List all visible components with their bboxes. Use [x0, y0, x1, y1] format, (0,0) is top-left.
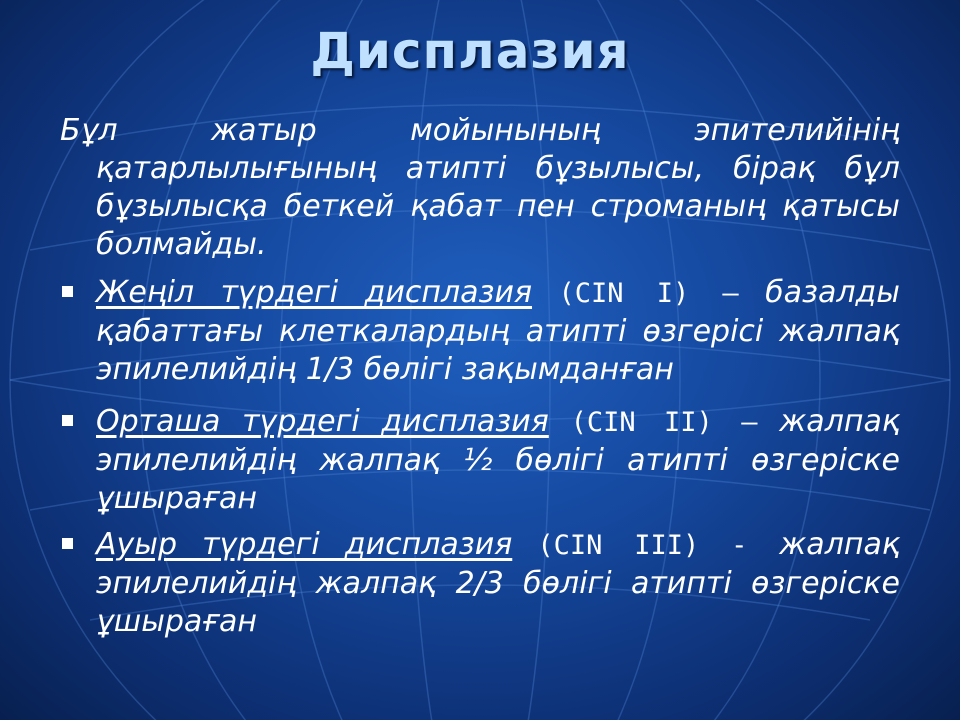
- slide-body: [60, 112, 900, 641]
- bullet-description: жалпақ эпилелийдің жалпақ 2/3 бөлігі атипті өзгеріске ұшыраған: [96, 527, 900, 639]
- intro-text: Бұл жатыр мойынының эпителийінің қатарлылығының атипті бұзылысы, бірақ бұл бұзылысқа беткей қабат пен строманың қатысы болмайды.: [60, 113, 900, 262]
- bullet-term: Жеңіл түрдегі дисплазия: [96, 275, 533, 310]
- bullet-item-severe: [60, 526, 900, 641]
- bullet-description: базалды қабаттағы клеткалардың атипті өзгерісі жалпақ эпилелийдің 1/3 бөлігі зақымданған: [96, 275, 900, 387]
- bullet-code: (CIN I) –: [558, 278, 739, 309]
- intro-paragraph: [60, 112, 900, 264]
- slide-title: Дисплазия: [310, 22, 630, 80]
- square-bullet-icon: [62, 538, 73, 549]
- bullet-code: (CIN II) –: [570, 407, 758, 438]
- square-bullet-icon: [62, 415, 73, 426]
- bullet-term: Ауыр түрдегі дисплазия: [96, 527, 513, 562]
- bullet-description: жалпақ эпилелийдің жалпақ ½ бөлігі атипті өзгеріске ұшыраған: [96, 404, 900, 516]
- square-bullet-icon: [62, 286, 73, 297]
- bullet-item-mild: [60, 274, 900, 389]
- bullet-item-moderate: [60, 403, 900, 518]
- bullet-term: Орташа түрдегі дисплазия: [96, 404, 549, 439]
- bullet-code: (CIN III) -: [537, 530, 780, 561]
